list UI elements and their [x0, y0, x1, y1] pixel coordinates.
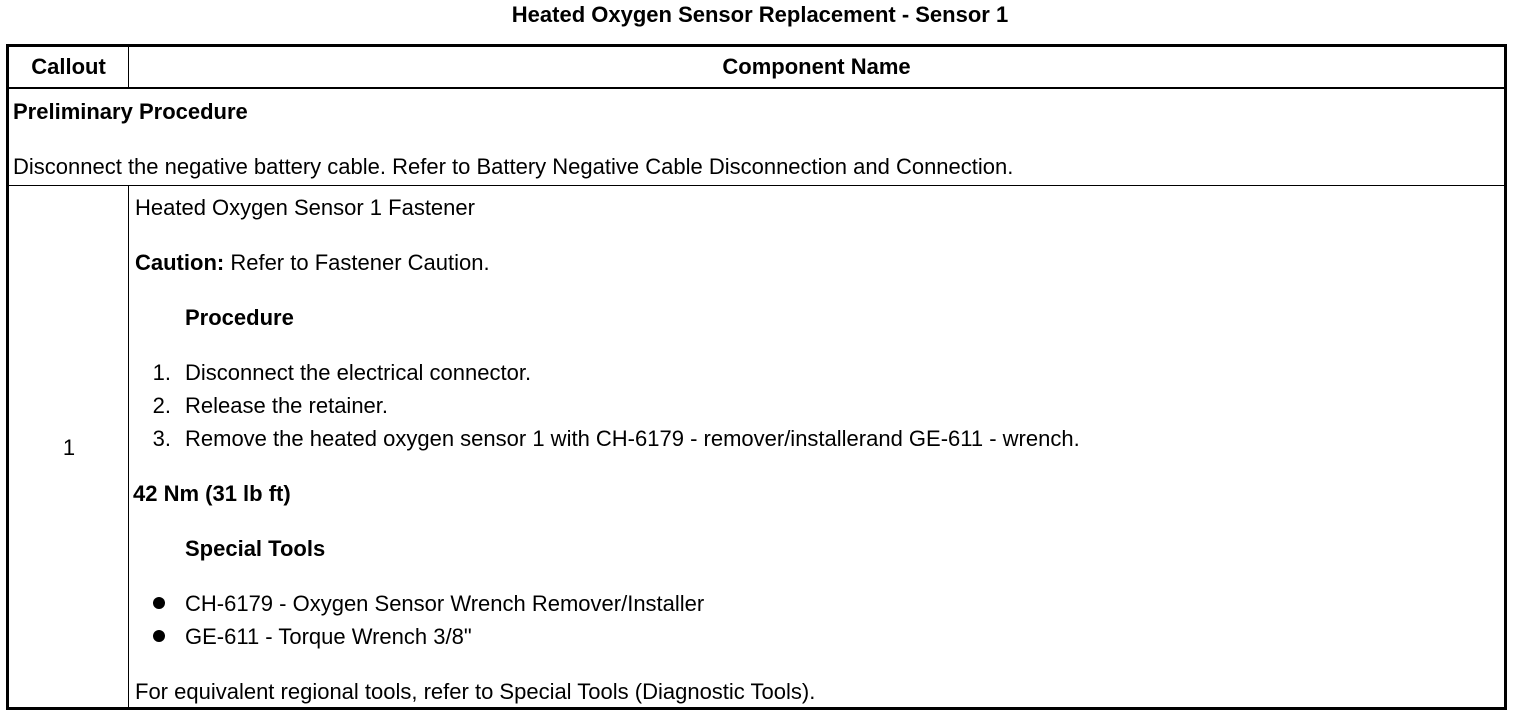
caution-text: Refer to Fastener Caution. [230, 250, 490, 275]
caution-label: Caution: [135, 250, 225, 275]
list-item-number: 2. [152, 393, 171, 418]
caution-line [135, 250, 490, 276]
list-item-text: Release the retainer. [185, 393, 389, 418]
bullet-icon [153, 630, 165, 642]
special-tools-heading: Special Tools [185, 536, 326, 561]
component-cell [129, 186, 1504, 707]
preliminary-text: Disconnect the negative battery cable. Refer to Battery Negative Cable Disconnection and Connection. [13, 154, 1014, 179]
table-header-row [9, 47, 1504, 89]
bullet-icon [153, 597, 165, 609]
procedure-table [6, 44, 1507, 710]
list-item-number: 3. [152, 426, 171, 451]
component-name: Heated Oxygen Sensor 1 Fastener [135, 195, 475, 220]
procedure-heading: Procedure [185, 305, 294, 330]
table-row [9, 186, 1504, 707]
callout-number: 1 [62, 435, 76, 460]
torque-spec: 42 Nm (31 lb ft) [133, 481, 291, 506]
list-item-text: Remove the heated oxygen sensor 1 with CH-6179 - remover/installerand GE-611 - wrench. [185, 426, 1080, 451]
list-item-text: Disconnect the electrical connector. [185, 360, 532, 385]
preliminary-heading: Preliminary Procedure [13, 99, 248, 124]
document-title: Heated Oxygen Sensor Replacement - Sensor 1 [511, 2, 1009, 27]
regional-tools-note: For equivalent regional tools, refer to Special Tools (Diagnostic Tools). [135, 679, 816, 704]
list-item-text: GE-611 - Torque Wrench 3/8" [185, 624, 472, 649]
callout-cell [9, 186, 129, 707]
header-component-name: Component Name [722, 54, 911, 79]
list-item-number: 1. [152, 360, 171, 385]
list-item-text: CH-6179 - Oxygen Sensor Wrench Remover/Installer [185, 591, 705, 616]
preliminary-procedure-row [9, 89, 1504, 186]
header-callout: Callout [9, 47, 129, 87]
